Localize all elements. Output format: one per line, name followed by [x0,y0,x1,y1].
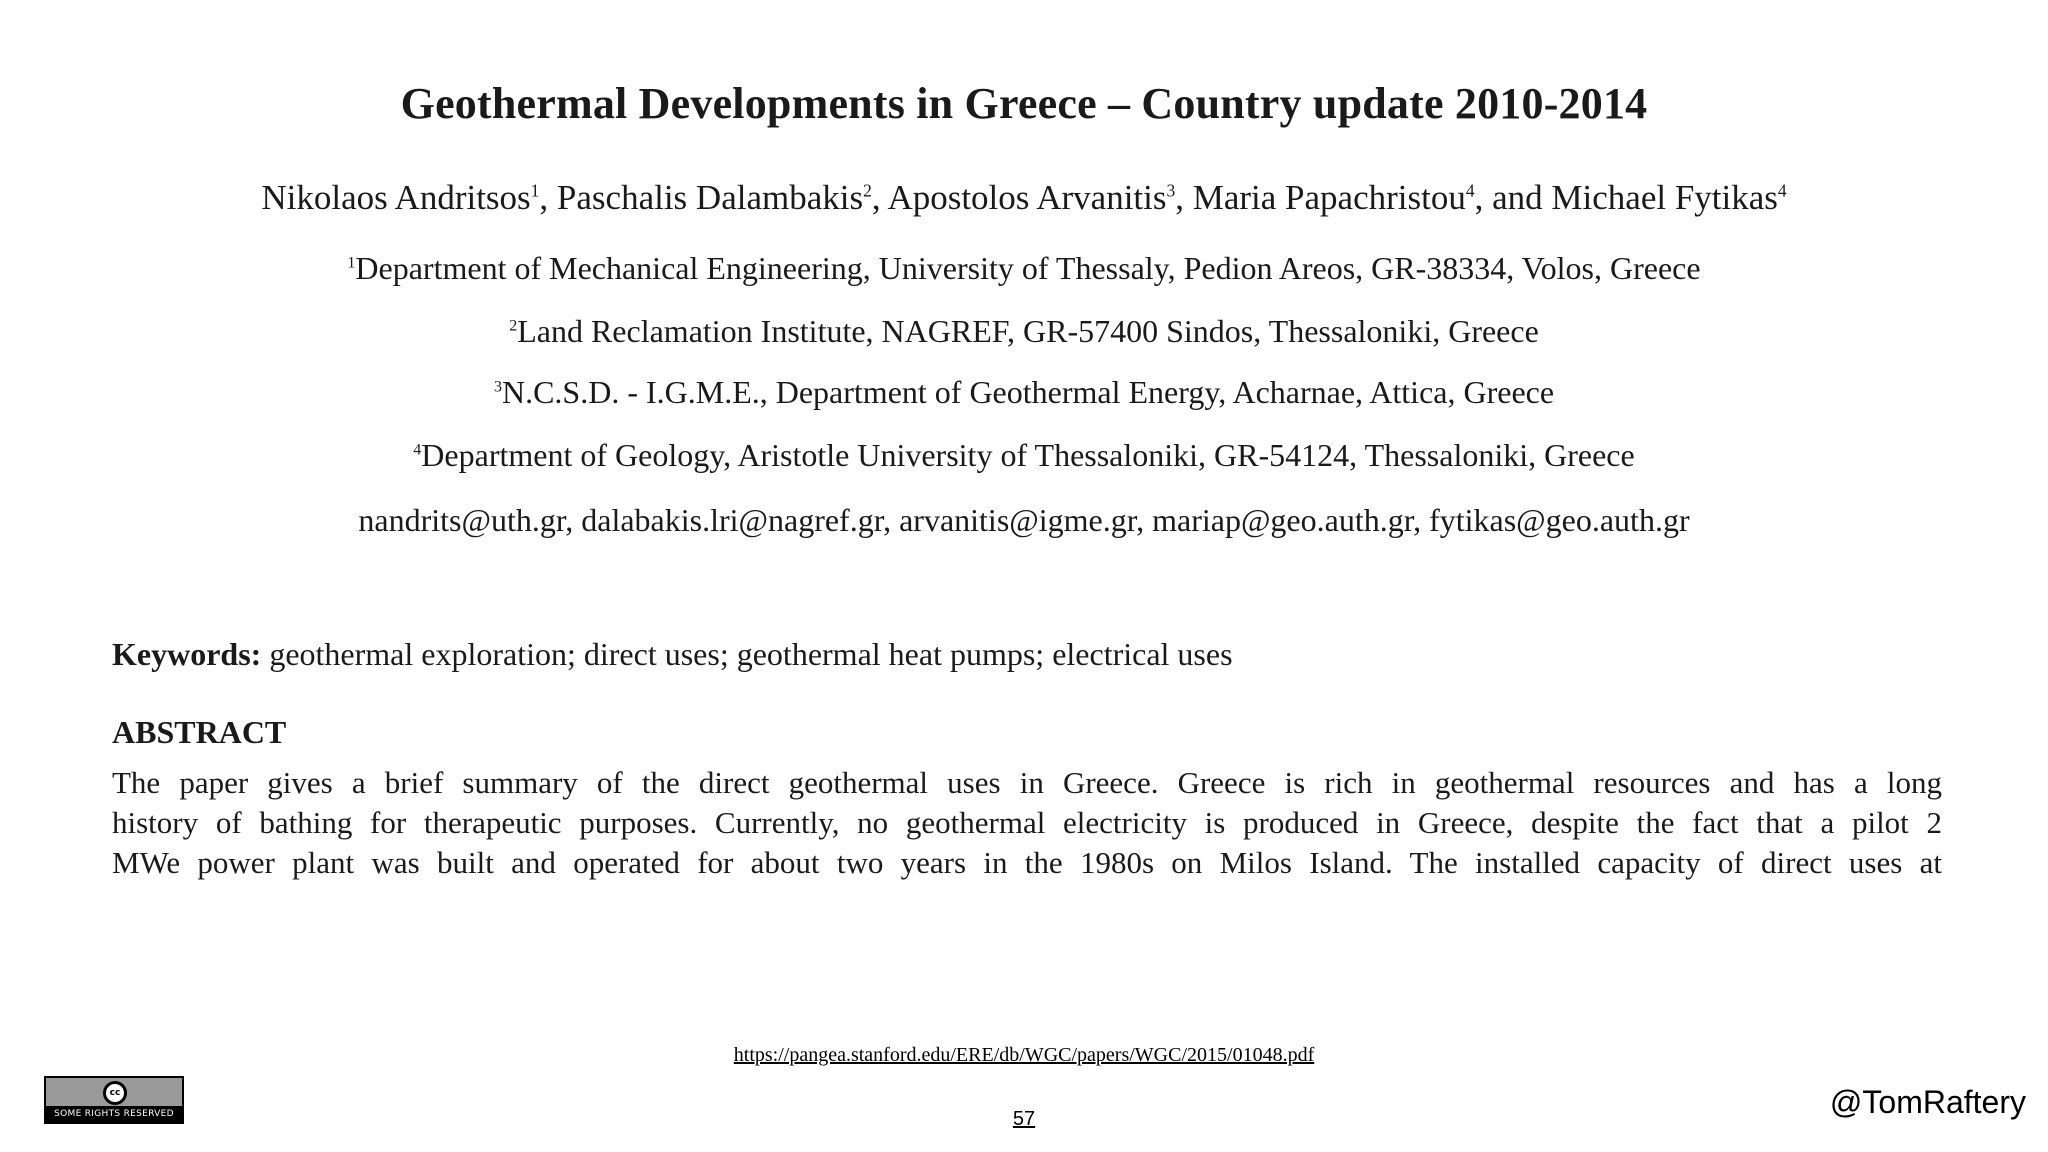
abstract-line: The paper gives a brief summary of the direct geothermal uses in Greece. Greece is rich in geothermal resources and has a long [112,765,1942,800]
abstract-heading: ABSTRACT [112,714,287,750]
source-link[interactable]: https://pangea.stanford.edu/ERE/db/WGC/papers/WGC/2015/01048.pdf [733,1044,1315,1066]
keywords-text: geothermal exploration; direct uses; geothermal heat pumps; electrical uses [269,636,1233,672]
affiliation-1: $^1$Department of Mechanical Engineering, University of Thessaly, Pedion Areos, GR-38334, Volos, Greece [347,250,1701,286]
keywords [112,636,1233,673]
author: Paschalis Dalambakis$^2$, [556,178,888,217]
author: Maria Papachristou$^4$, and [1192,178,1552,217]
license-text: SOME RIGHTS RESERVED [46,1106,182,1122]
abstract-line: MWe power plant was built and operated for about two years in the 1980s on Milos Island. The installed capacity of direct uses at [112,845,1942,880]
author-emails: nandrits@uth.gr, dalabakis.lri@nagref.gr, arvanitis@igme.gr, mariap@geo.auth.gr, fytikas@geo.auth.gr [358,502,1690,538]
abstract-body [112,763,1942,883]
creative-commons-badge[interactable] [44,1076,184,1124]
author: Apostolos Arvanitis$^3$, [887,178,1193,217]
twitter-handle: @TomRaftery [1829,1084,2026,1120]
author-list [0,178,2048,218]
author: Michael Fytikas$^4$ [1551,178,1787,217]
abstract-line: history of bathing for therapeutic purposes. Currently, no geothermal electricity is produced in Greece, despite the fact that a pilot 2 [112,805,1942,840]
affiliation-3: $^3$N.C.S.D. - I.G.M.E., Department of Geothermal Energy, Acharnae, Attica, Greece [493,374,1555,410]
keywords-label: Keywords: [112,636,262,672]
paper-title: Geothermal Developments in Greece – Country update 2010-2014 [400,79,1648,128]
page-number: 57 [1012,1108,1036,1130]
author: Nikolaos Andritsos$^1$, [261,178,557,217]
cc-icon: cc [103,1081,127,1105]
affiliation-4: $^4$Department of Geology, Aristotle University of Thessaloniki, GR-54124, Thessaloniki, Greece [413,437,1635,473]
affiliation-2: $^2$Land Reclamation Institute, NAGREF, GR-57400 Sindos, Thessaloniki, Greece [509,313,1539,349]
